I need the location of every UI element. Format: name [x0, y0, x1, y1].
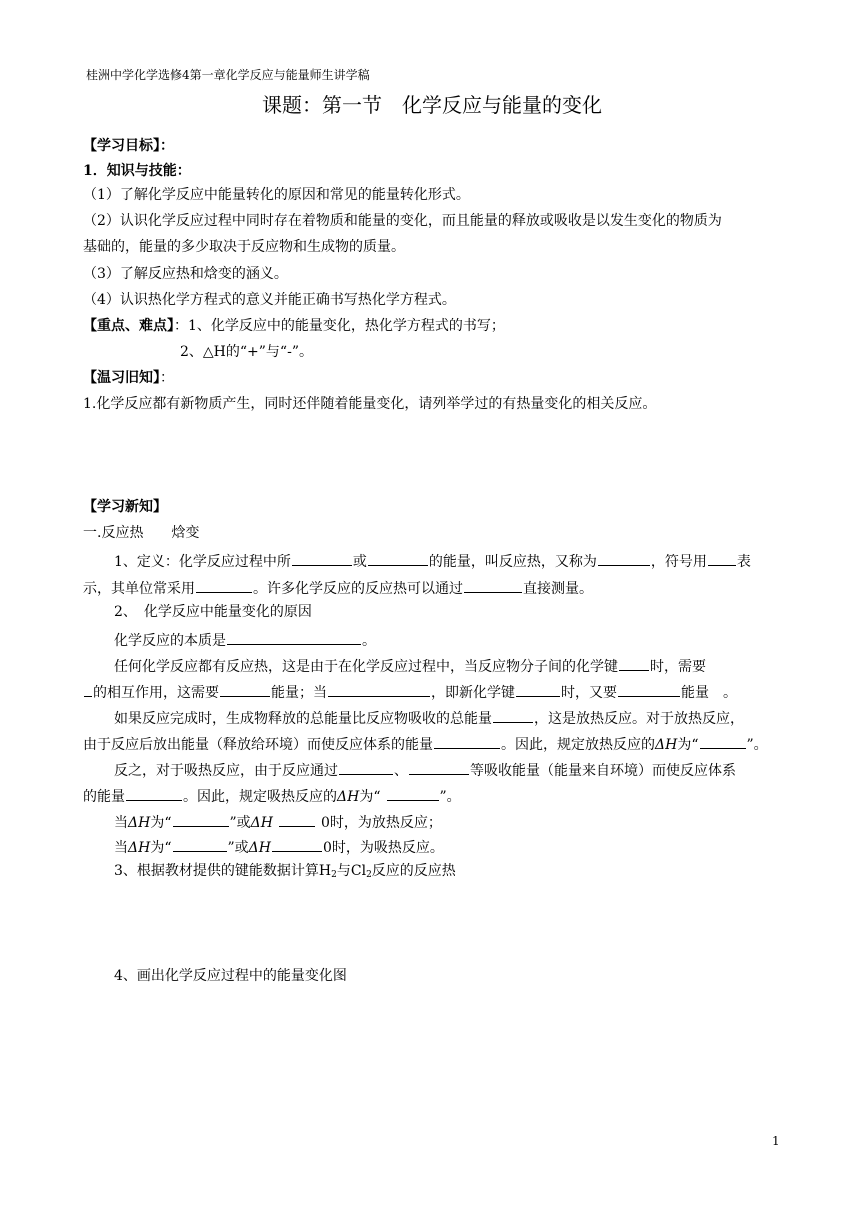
- delta-h-symbol: ΔH: [248, 840, 271, 856]
- goal-item-3: （3）了解反应热和焓变的涵义。: [83, 266, 288, 282]
- paragraph-text: 时，需要: [650, 659, 706, 675]
- blank-field[interactable]: [619, 656, 649, 671]
- blank-field[interactable]: [84, 682, 92, 697]
- definition-text: 1、定义：化学反应过程中所: [114, 554, 291, 570]
- page-number: 1: [772, 1134, 780, 1148]
- blank-field[interactable]: [387, 786, 439, 801]
- paragraph-text: 为“: [150, 840, 172, 856]
- blank-field[interactable]: [618, 682, 680, 697]
- goal-item-2a: （2）认识化学反应过程中同时存在着物质和能量的变化，而且能量的释放或吸收是以发生变化的物质为: [83, 213, 722, 229]
- blank-field[interactable]: [279, 812, 315, 827]
- paragraph-text: ”。: [439, 789, 461, 805]
- paragraph-text: 0时，为吸热反应。: [323, 840, 444, 856]
- paragraph-text: 的能量: [83, 789, 125, 805]
- subscript: 2: [366, 870, 372, 880]
- blank-field[interactable]: [516, 682, 560, 697]
- paragraph-text: 、: [394, 763, 408, 779]
- when-exothermic-line: [114, 812, 442, 832]
- definition-text: 的能量，叫反应热，又称为: [428, 554, 597, 570]
- essence-line: [114, 630, 376, 650]
- review-heading: [83, 369, 174, 387]
- review-colon: ：: [160, 370, 174, 386]
- paragraph-text: 如果反应完成时，生成物释放的总能量比反应物吸收的总能量: [114, 711, 492, 727]
- paragraph-text: 0时，为放热反应；: [321, 815, 442, 831]
- paragraph-text: ”或: [229, 815, 251, 831]
- blank-field[interactable]: [173, 837, 227, 852]
- paragraph-text: 为“: [677, 737, 699, 753]
- blank-field[interactable]: [464, 578, 522, 593]
- paragraph-text: 当: [114, 840, 128, 856]
- delta-h-symbol: ΔH: [337, 789, 360, 805]
- key-points-item-1: 1、化学反应中的能量变化，热化学方程式的书写；: [188, 318, 505, 334]
- definition-text: 表: [736, 554, 751, 570]
- definition-text: 或: [352, 554, 367, 570]
- blank-field[interactable]: [272, 837, 322, 852]
- blank-field[interactable]: [328, 682, 430, 697]
- definition-text: ，符号用: [650, 554, 707, 570]
- blank-field[interactable]: [227, 630, 361, 645]
- endothermic-line-2: [83, 786, 461, 806]
- delta-h-symbol: ΔH: [128, 840, 151, 856]
- paragraph-text: 能量；当: [271, 685, 327, 701]
- running-header: 桂洲中学化学选修4第一章化学反应与能量师生讲学稿: [86, 68, 370, 82]
- review-question-1: 1.化学反应都有新物质产生，同时还伴随着能量变化，请列举学过的有热量变化的相关反应。: [83, 396, 657, 412]
- any-reaction-line-2: [83, 682, 737, 702]
- blank-field[interactable]: [434, 734, 500, 749]
- blank-field[interactable]: [708, 551, 736, 566]
- key-points-item-2: 2、△H的“+”与“-”。: [180, 344, 313, 360]
- any-reaction-line-1: [114, 656, 706, 676]
- section-1-title: 一.反应热 焓变: [83, 525, 200, 541]
- definition-line-2: [83, 578, 593, 598]
- blank-field[interactable]: [126, 786, 182, 801]
- goals-subheading: 1．知识与技能：: [83, 163, 191, 179]
- delta-h-symbol: ΔH: [128, 815, 151, 831]
- goal-item-4: （4）认识热化学方程式的意义并能正确书写热化学方程式。: [83, 292, 456, 308]
- endothermic-line-1: [114, 760, 736, 780]
- definition-text: 直接测量。: [523, 581, 593, 597]
- delta-h-symbol: ΔH: [250, 815, 273, 831]
- new-knowledge-heading: 【学习新知】: [83, 499, 167, 515]
- page-title: 课题：第一节 化学反应与能量的变化: [262, 93, 602, 117]
- definition-text: 示，其单位常采用: [83, 581, 195, 597]
- exothermic-line-2: [83, 734, 768, 754]
- paragraph-text: 时，又要: [561, 685, 617, 701]
- paragraph-text: ，这是放热反应。对于放热反应，: [534, 711, 744, 727]
- blank-field[interactable]: [339, 760, 393, 775]
- definition-text: 。许多化学反应的反应热可以通过: [253, 581, 463, 597]
- goal-item-1: （1）了解化学反应中能量转化的原因和常见的能量转化形式。: [83, 187, 470, 203]
- paragraph-text: 为“: [359, 789, 381, 805]
- blank-field[interactable]: [292, 551, 352, 566]
- paragraph-text: 反之，对于吸热反应，由于反应通过: [114, 763, 338, 779]
- subscript: 2: [331, 870, 337, 880]
- paragraph-text: ，即新化学键: [431, 685, 515, 701]
- paragraph-text: 任何化学反应都有反应热，这是由于在化学反应过程中，当反应物分子间的化学键: [114, 659, 618, 675]
- key-points-line-1: [83, 317, 505, 335]
- paragraph-text: 3、根据教材提供的键能数据计算H: [114, 863, 332, 879]
- blank-field[interactable]: [598, 551, 650, 566]
- reason-title: 2、 化学反应中能量变化的原因: [114, 604, 312, 620]
- essence-text: 化学反应的本质是: [114, 633, 226, 649]
- goals-heading: 【学习目标】：: [83, 138, 174, 154]
- paragraph-text: 。因此，规定放热反应的: [501, 737, 655, 753]
- item-4-energy-diagram: 4、画出化学反应过程中的能量变化图: [114, 968, 347, 984]
- delta-h-symbol: ΔH: [655, 737, 678, 753]
- essence-period: 。: [362, 633, 376, 649]
- paragraph-text: 当: [114, 815, 128, 831]
- paragraph-text: 等吸收能量（能量来自环境）而使反应体系: [470, 763, 736, 779]
- paragraph-text: 由于反应后放出能量（释放给环境）而使反应体系的能量: [83, 737, 433, 753]
- when-endothermic-line: [114, 837, 444, 857]
- goal-item-2b: 基础的，能量的多少取决于反应物和生成物的质量。: [83, 239, 405, 255]
- blank-field[interactable]: [368, 551, 428, 566]
- paragraph-text: 为“: [150, 815, 172, 831]
- paragraph-text: 反应的反应热: [371, 863, 456, 879]
- definition-line-1: [114, 551, 751, 571]
- blank-field[interactable]: [493, 708, 533, 723]
- blank-field[interactable]: [196, 578, 252, 593]
- paragraph-text: 与Cl: [336, 863, 367, 879]
- blank-field[interactable]: [700, 734, 746, 749]
- blank-field[interactable]: [173, 812, 229, 827]
- key-points-label: 【重点、难点】: [83, 318, 174, 334]
- blank-field[interactable]: [409, 760, 469, 775]
- paragraph-text: 能量 。: [681, 685, 737, 701]
- exothermic-line-1: [114, 708, 744, 728]
- paragraph-text: 的相互作用，这需要: [93, 685, 219, 701]
- paragraph-text: ”或: [227, 840, 249, 856]
- blank-field[interactable]: [220, 682, 270, 697]
- key-points-colon: ：: [174, 318, 188, 334]
- review-label: 【温习旧知】: [83, 370, 160, 386]
- paragraph-text: 。因此，规定吸热反应的: [183, 789, 337, 805]
- item-3-bond-energy: [114, 862, 456, 880]
- paragraph-text: ”。: [746, 737, 768, 753]
